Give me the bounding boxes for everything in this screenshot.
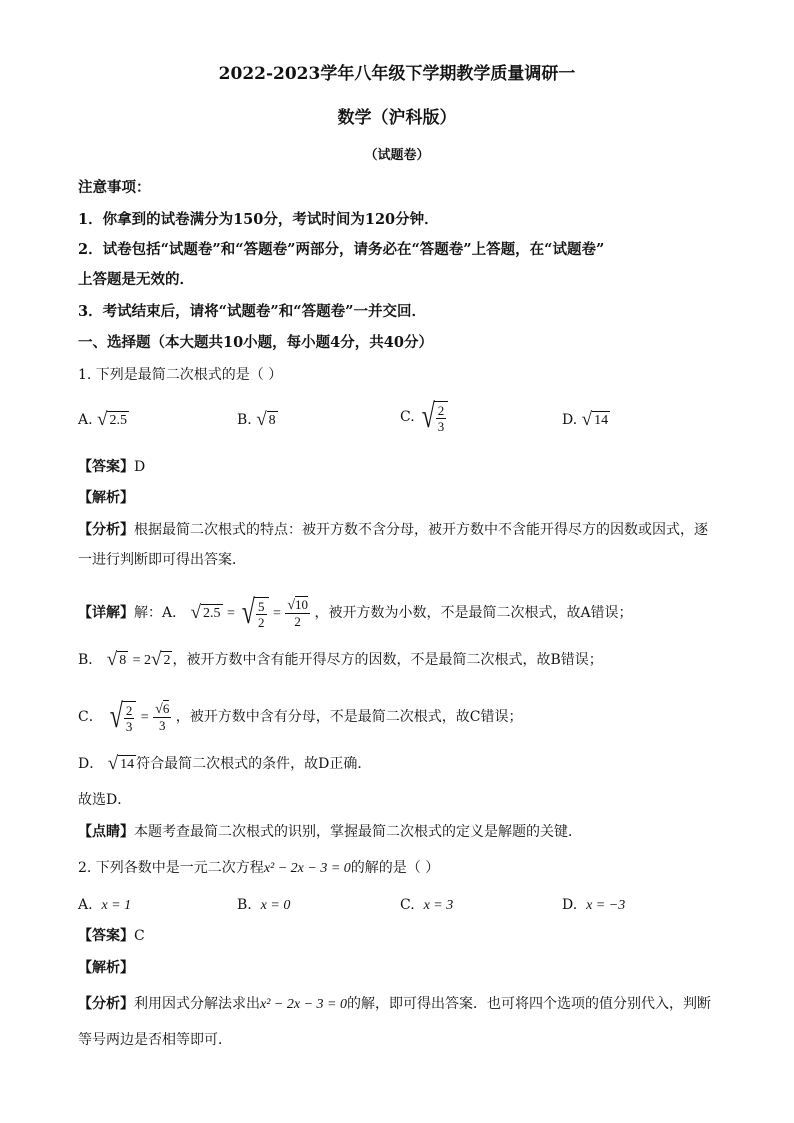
question-2-stem bbox=[78, 858, 439, 879]
page-title: 2022-2023学年八年级下学期教学质量调研一 bbox=[218, 64, 576, 84]
q1-answer bbox=[78, 457, 145, 477]
equals-sign: = bbox=[140, 710, 149, 725]
detail-text: ，被开方数为小数，不是最简二次根式，故A错误； bbox=[314, 605, 633, 621]
radical-sign: √ bbox=[106, 649, 118, 670]
detail-prefix: 解：A． bbox=[134, 605, 187, 621]
option-label: C. bbox=[400, 897, 415, 913]
fraction-denominator: 3 bbox=[125, 718, 133, 734]
q2-answer bbox=[78, 926, 145, 946]
fraction-numerator: 2 bbox=[437, 402, 445, 418]
detail-text: 符合最简二次根式的条件，故D正确． bbox=[136, 756, 372, 772]
option-label: B. bbox=[237, 412, 252, 428]
q1-comment bbox=[78, 822, 582, 842]
radicand: 10 bbox=[295, 597, 308, 612]
radical-sign: √ bbox=[155, 702, 163, 717]
q1-fenxi bbox=[78, 520, 708, 540]
radicand bbox=[122, 701, 137, 734]
stem-text: 的解的是（ ） bbox=[350, 860, 440, 876]
radicand: 2.5 bbox=[203, 606, 221, 621]
note-item: 1．你拿到的试卷满分为150分，考试时间为120分钟． bbox=[78, 211, 439, 228]
q2-option-a bbox=[78, 895, 131, 916]
radical-sign: √ bbox=[109, 698, 124, 735]
fenxi-text: 根据最简二次根式的特点：被开方数不含分母，被开方数中不含能开得尽方的因数或因式，逐 bbox=[134, 522, 708, 538]
radicand: 2.5 bbox=[109, 413, 127, 428]
radical-sign: √ bbox=[151, 649, 162, 670]
option-label: B. bbox=[237, 897, 252, 913]
option-label: C. bbox=[400, 409, 415, 425]
stem-text: 2. 下列各数中是一元二次方程 bbox=[78, 860, 264, 876]
page-subtitle: 数学（沪科版） bbox=[337, 108, 457, 128]
radical-sign: √ bbox=[190, 602, 202, 623]
radical-sign: √ bbox=[581, 409, 593, 430]
notes-heading: 注意事项： bbox=[78, 179, 151, 196]
q1-fenxi-cont: 一进行判断即可得出答案． bbox=[78, 552, 246, 568]
radicand: 8 bbox=[268, 413, 276, 428]
fraction-denominator: 3 bbox=[437, 418, 445, 434]
question-1-stem: 1. 下列是最简二次根式的是（ ） bbox=[78, 367, 283, 383]
radicand: 14 bbox=[120, 757, 135, 772]
comment-text: 本题考查最简二次根式的识别，掌握最简二次根式的定义是解题的关键． bbox=[134, 824, 582, 840]
q1-detail-b bbox=[78, 650, 603, 671]
radicand bbox=[254, 597, 269, 630]
radicand: 8 bbox=[119, 653, 127, 668]
q1-option-d bbox=[562, 410, 610, 430]
fraction-numerator: 2 bbox=[125, 702, 133, 718]
detail-prefix: C． bbox=[78, 709, 103, 725]
radicand: 6 bbox=[162, 701, 170, 716]
equals-expression: = 2 bbox=[132, 653, 152, 668]
radicand bbox=[434, 401, 449, 434]
option-value: x = 0 bbox=[260, 898, 291, 913]
answer-tag: 【答案】 bbox=[78, 928, 134, 944]
q2-fenxi bbox=[78, 994, 711, 1015]
radicand: 2 bbox=[163, 653, 171, 668]
option-label: D. bbox=[562, 897, 578, 913]
radical-sign: √ bbox=[421, 398, 435, 435]
radicand: 14 bbox=[594, 413, 609, 428]
radical-sign: √ bbox=[97, 409, 108, 430]
equation: x² − 2x − 3 = 0 bbox=[260, 997, 347, 1012]
q1-analysis-tag: 【解析】 bbox=[78, 490, 134, 506]
answer-value: D bbox=[134, 459, 146, 475]
option-label: A. bbox=[78, 412, 93, 428]
equals-sign: = bbox=[226, 606, 235, 621]
radical-sign: √ bbox=[287, 598, 295, 613]
comment-tag: 【点睛】 bbox=[78, 824, 134, 840]
note-item: 3．考试结束后，请将“试题卷”和“答题卷”一并交回． bbox=[78, 303, 426, 320]
detail-prefix: D． bbox=[78, 756, 104, 772]
answer-value: C bbox=[134, 928, 145, 944]
q2-option-b bbox=[237, 895, 290, 916]
option-value: x = −3 bbox=[586, 898, 626, 913]
fenxi-text: 的解，即可得出答案．也可将四个选项的值分别代入，判断 bbox=[346, 996, 711, 1012]
detail-tag: 【详解】 bbox=[78, 605, 134, 621]
fraction bbox=[153, 701, 171, 733]
fraction bbox=[285, 597, 310, 629]
option-label: A. bbox=[78, 897, 93, 913]
fraction-numerator: 5 bbox=[258, 598, 265, 614]
fraction-denominator: 3 bbox=[159, 718, 166, 733]
fenxi-tag: 【分析】 bbox=[78, 522, 134, 538]
radical-sign: √ bbox=[242, 594, 256, 631]
q2-option-d bbox=[562, 895, 625, 916]
q2-analysis-tag: 【解析】 bbox=[78, 960, 134, 976]
equals-sign: = bbox=[272, 606, 281, 621]
radical-sign: √ bbox=[256, 409, 267, 430]
fraction-denominator: 2 bbox=[258, 614, 265, 630]
q2-option-c bbox=[400, 895, 453, 916]
paper-type: （试题卷） bbox=[364, 148, 430, 163]
note-item: 2．试卷包括“试题卷”和“答题卷”两部分，请务必在“答题卷”上答题，在“试题卷” bbox=[78, 241, 605, 258]
radical-sign: √ bbox=[107, 753, 119, 774]
q1-option-c bbox=[400, 400, 448, 434]
option-value: x = 3 bbox=[423, 898, 454, 913]
detail-prefix: B． bbox=[78, 652, 103, 668]
note-item: 上答题是无效的． bbox=[78, 271, 194, 288]
q1-detail-c bbox=[78, 700, 523, 734]
equation: x² − 2x − 3 = 0 bbox=[263, 861, 351, 876]
fenxi-tag: 【分析】 bbox=[78, 996, 134, 1012]
detail-text: ，被开方数中含有能开得尽方的因数，不是最简二次根式，故B错误； bbox=[172, 652, 603, 668]
section-heading: 一、选择题（本大题共10小题，每小题4分，共40分） bbox=[78, 334, 433, 351]
q1-option-a bbox=[78, 410, 129, 430]
fraction-denominator: 2 bbox=[294, 614, 301, 629]
detail-text: ，被开方数中含有分母，不是最简二次根式，故C错误； bbox=[175, 709, 523, 725]
option-label: D. bbox=[562, 412, 578, 428]
answer-tag: 【答案】 bbox=[78, 459, 134, 475]
option-value: x = 1 bbox=[101, 898, 132, 913]
q1-detail-a bbox=[78, 596, 633, 630]
q1-choice: 故选D． bbox=[78, 792, 132, 808]
q2-fenxi-cont: 等号两边是否相等即可． bbox=[78, 1032, 232, 1048]
q1-detail-d bbox=[78, 754, 371, 774]
fenxi-text: 利用因式分解法求出 bbox=[134, 996, 260, 1012]
q1-option-b bbox=[237, 410, 278, 430]
